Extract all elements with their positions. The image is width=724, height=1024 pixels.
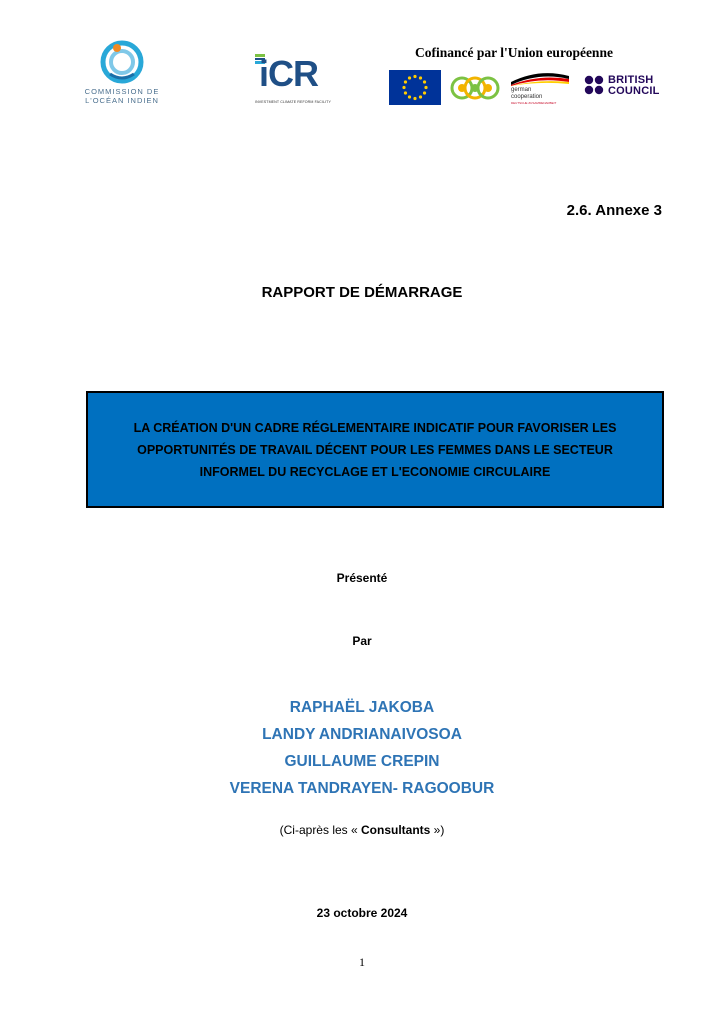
icr-logo xyxy=(255,54,341,110)
cofinance-title: Cofinancé par l'Union européenne xyxy=(415,45,613,60)
german-flag-swoosh-icon xyxy=(509,70,571,86)
british-council-dots-icon xyxy=(584,74,604,96)
coi-logo xyxy=(82,40,162,112)
consultants-note xyxy=(0,823,724,837)
by-label: Par xyxy=(352,634,372,648)
consultants-note-bold: Consultants xyxy=(361,823,431,837)
report-date: 23 octobre 2024 xyxy=(316,906,408,920)
british-council-line2: COUNCIL xyxy=(608,85,660,97)
consultants-note-suffix: ») xyxy=(430,823,445,837)
icr-logo-subtext: INVESTMENT CLIMATE REFORM FACILITY xyxy=(255,100,331,104)
author-name: VERENA TANDRAYEN- RAGOOBUR xyxy=(229,780,495,797)
eu-flag-icon xyxy=(389,70,441,105)
german-cooperation-logo xyxy=(509,70,571,106)
author-name: GUILLAUME CREPIN xyxy=(284,753,440,770)
acp-logo-icon xyxy=(450,70,500,106)
author-name: LANDY ANDRIANAIVOSOA xyxy=(262,726,462,743)
consultants-note-prefix: (Ci-après les « xyxy=(279,823,361,837)
presented-label: Présenté xyxy=(336,571,388,585)
british-council-logo xyxy=(584,74,664,98)
annex-label: 2.6. Annexe 3 xyxy=(566,202,662,219)
german-cooperation-text: german cooperation xyxy=(511,87,543,100)
authors-list xyxy=(0,694,724,802)
project-title-box xyxy=(86,391,664,508)
coi-swirl-icon xyxy=(100,40,144,84)
project-title: LA CRÉATION D'UN CADRE RÉGLEMENTAIRE INDICATIF POUR FAVORISER LES OPPORTUNITÉS DE TRAVAIL DÉCENT POUR LES FEMMES DANS LE SECTEUR INFORMEL DU RECYCLAGE ET L'ECONOMIE CIRCULAIRE xyxy=(133,420,617,479)
author-name: RAPHAËL JAKOBA xyxy=(289,699,435,716)
report-title: RAPPORT DE DÉMARRAGE xyxy=(261,284,463,301)
page-number: 1 xyxy=(359,955,365,969)
coi-logo-text: COMMISSION DE L'OCÉAN INDIEN xyxy=(84,87,160,105)
british-council-line1: BRITISH xyxy=(608,74,654,86)
icr-logo-text: iCR xyxy=(259,53,318,94)
german-cooperation-subtext: DEUTSCHE ZUSAMMENARBEIT xyxy=(511,101,557,105)
